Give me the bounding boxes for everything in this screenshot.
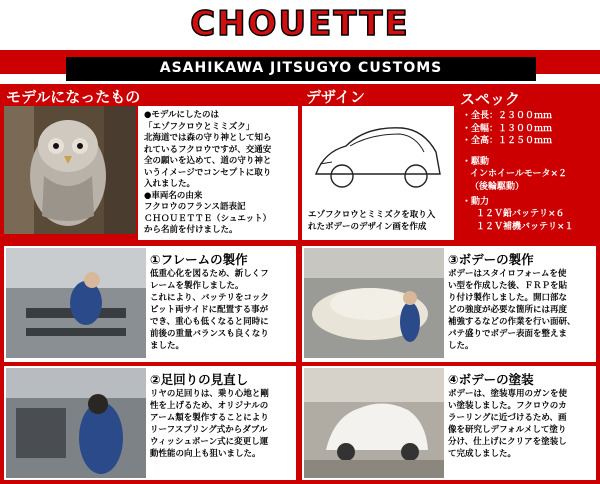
body-make-photo [304, 248, 444, 358]
frame-body: 低重心化を図るため、新しくフ レームを製作しました。 これにより、バッテリをコック ピット両サイドに配置する事が でき、重心も低くなると同時に 前後の重量バランスも良くなり ました。 [150, 269, 269, 351]
model-heading: モデルになったもの [6, 88, 141, 106]
body-make-body: ボデーはスタイロフォームを使 い型を作成した後、ＦＲＰを貼 り付け製作しました。開口部な どの強度が必要な箇所には再度 補強するなどの作業を行い面研、 パテ盛りでボデー表面を整えま した。 [448, 269, 576, 351]
model-body: ●モデルにしたのは 「エゾフクロウとミミズク」 北海道では森の守り神として知ら れているフクロウですが、交通安 全の願いを込めて、道の守り神と いうイメージでコンセプトに取り 入れました。 ●車両名の由来 フクロウのフランス語表記 ＣＨＯＵＥＴＴＥ（シュエット） から名前を付けました。 [144, 110, 272, 235]
spec-drive-value: インホイールモータ×２ （後輪駆動） [470, 169, 568, 192]
suspension-body: リヤの足回りは、乗り心地と剛 性を上げるため、オリジナルの アーム類を製作することにより リーフスプリング式からダブル ウィッシュボーン式に変更し運 動性能の向上も狙いました。 [150, 389, 269, 459]
spec-power-label: ・動力 [462, 197, 490, 207]
owl-photo [4, 106, 136, 234]
page-title: CHOUETTE [190, 4, 410, 44]
suspension-title: ②足回りの見直し [150, 372, 249, 387]
spec-dimensions: ・全長：２３００ｍｍ ・全幅：１３００ｍｍ ・全高：１２５０ｍｍ [462, 111, 553, 146]
spec-power-value: １２Ｖ鉛バッテリ×６ １２Ｖ補機バッテリ×１ [476, 209, 574, 232]
body-make-title: ③ボデーの製作 [448, 252, 534, 267]
spec-drive-label: ・駆動 [462, 157, 490, 167]
page-subtitle: ASAHIKAWA JITSUGYO CUSTOMS [159, 60, 443, 76]
paint-body: ボデーは、塗装専用のガンを使 い塗装しました。フクロウのカ ラーリングに近づけるため、画 像を研究しデフォルメして塗り 分け、仕上げにクリアを塗装し て完成しました。 [448, 389, 568, 459]
paint-title: ④ボデーの塗装 [448, 372, 534, 387]
frame-title: ①フレームの製作 [150, 252, 248, 267]
paint-photo [304, 368, 444, 478]
frame-photo [6, 248, 146, 358]
suspension-photo [6, 368, 146, 478]
car-sketch [306, 112, 448, 204]
spec-heading: スペック [460, 90, 521, 108]
design-heading: デザイン [306, 88, 365, 106]
design-caption: エゾフクロウとミミズクを取り入 れたボデーのデザイン画を作成 [308, 210, 436, 232]
